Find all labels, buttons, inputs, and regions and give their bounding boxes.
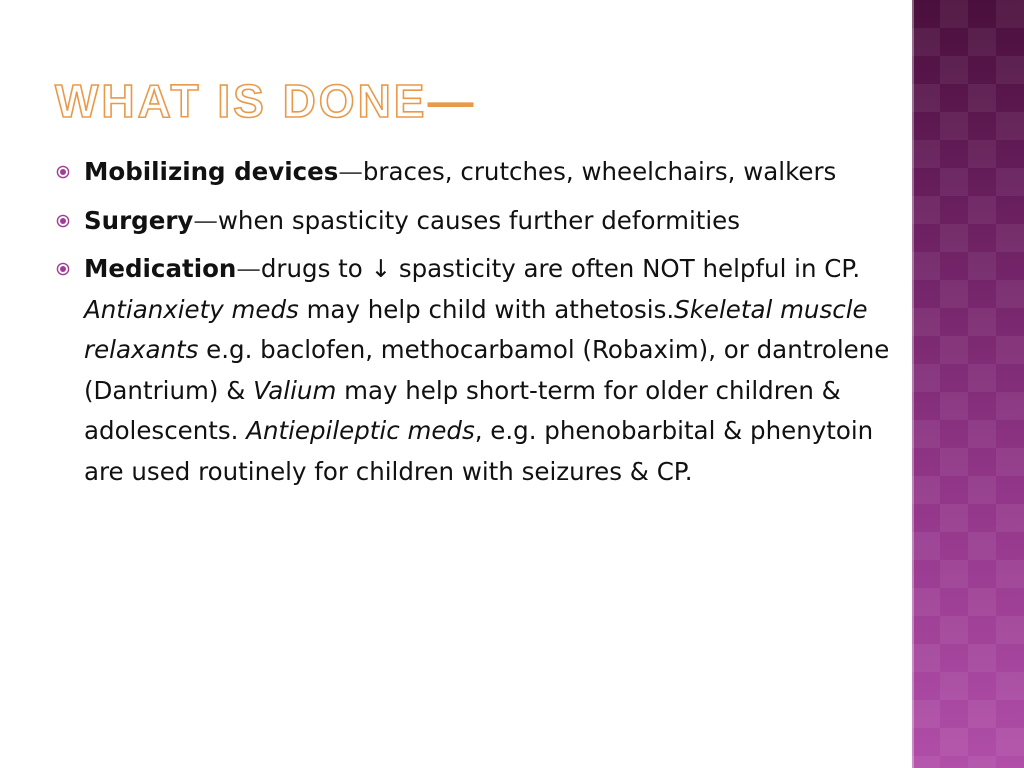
em-dash: —: [193, 205, 218, 235]
bullet-text-part: may help child with athetosis.: [298, 294, 675, 324]
slide-title-text: WHAT IS DONE: [55, 75, 428, 127]
bullet-item-surgery: [56, 201, 896, 242]
bullet-text-part: drugs to: [260, 254, 371, 283]
italic-term: Skeletal muscle relaxants: [84, 294, 868, 364]
bullet-term: Surgery: [84, 205, 194, 235]
italic-term: Antianxiety meds: [84, 294, 299, 324]
bullet-list: [56, 152, 896, 492]
circled-dot-icon: [56, 262, 70, 276]
bullet-item-mobilizing-devices: [56, 152, 896, 193]
italic-term: Valium: [253, 375, 337, 405]
diamond-pattern: [912, 0, 1024, 768]
slide-title: [55, 75, 477, 127]
panel-edge: [912, 0, 914, 768]
bullet-term: Medication: [84, 254, 237, 283]
bullet-text-part: may help short-term for older children & adolescents.: [84, 375, 841, 445]
bullet-text: when spasticity causes further deformities: [217, 205, 741, 235]
slide-title-dash: —: [427, 75, 477, 127]
italic-term: Antiepileptic meds: [246, 416, 475, 445]
bullet-text-part: spasticity are often NOT helpful in CP.: [391, 254, 861, 283]
em-dash: —: [236, 254, 261, 283]
down-arrow-icon: ↓: [370, 254, 392, 283]
bullet-text: braces, crutches, wheelchairs, walkers: [362, 157, 837, 186]
circled-dot-icon: [56, 214, 70, 228]
em-dash: —: [338, 157, 363, 186]
bullet-term: Mobilizing devices: [84, 157, 339, 186]
bullet-text-part: , e.g. phenobarbital & phenytoin are used routinely for children with seizures & CP.: [84, 416, 874, 486]
slide-body: [56, 152, 896, 500]
bullet-item-medication: [56, 249, 896, 492]
circled-dot-icon: [56, 165, 70, 179]
bullet-text-part: e.g. baclofen, methocarbamol (Robaxim), or dantrolene (Dantrium) &: [84, 335, 890, 405]
decorative-side-panel: [912, 0, 1024, 768]
